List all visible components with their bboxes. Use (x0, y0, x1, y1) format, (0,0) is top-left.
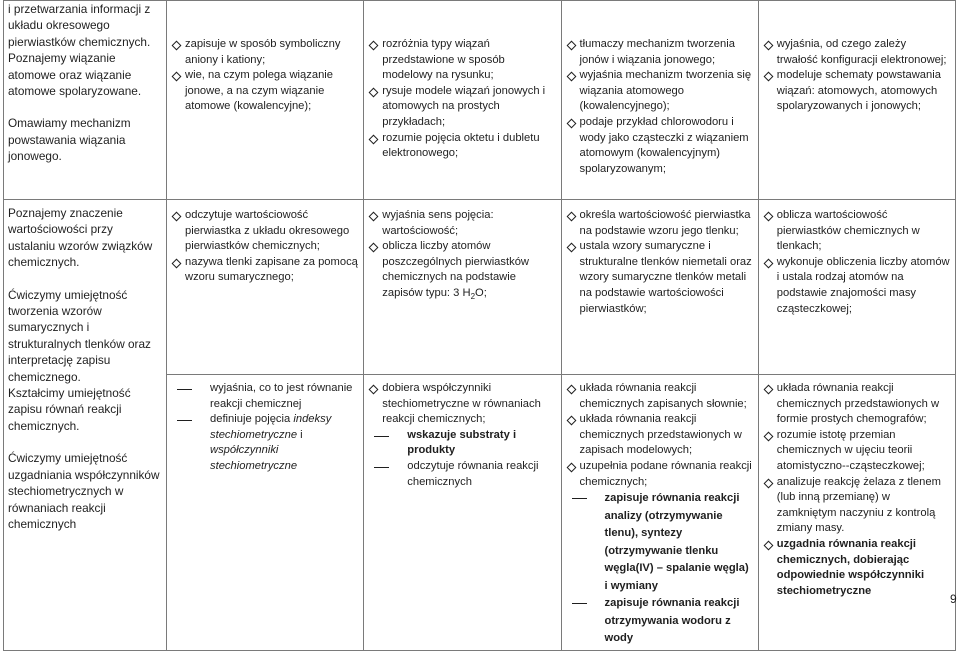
topic-text: Ćwiczymy umiejętność uzgadniania współczynników stechiometrycznych w równaniach reakcji chemicznych (8, 451, 160, 531)
requirements-cell (364, 375, 561, 651)
requirements-list (172, 208, 358, 286)
requirements-cell (561, 200, 758, 375)
requirements-cell (364, 200, 561, 375)
list-item: zapisuje w sposób symboliczny aniony i kationy; (172, 37, 358, 68)
list-item: podaje przykład chlorowodoru i wody jako cząsteczki z wiązaniem atomowym (kowalencyjnym) spolaryzowanym; (567, 115, 753, 177)
table-row (4, 1, 956, 200)
list-item: wie, na czym polega wiązanie jonowe, a na czym wiązanie atomowe (kowalencyjne); (172, 68, 358, 115)
requirements-cell (167, 200, 364, 375)
list-item: wyjaśnia sens pojęcia: wartościowość; (369, 208, 555, 239)
list-item: wskazuje substraty i produkty (369, 428, 555, 459)
requirements-cell (167, 1, 364, 200)
table-row (4, 200, 956, 375)
requirements-cell (561, 1, 758, 200)
list-item: analizuje reakcję żelaza z tlenem (lub inną przemianę) w zamkniętym naczyniu z kontrolą zmiany masy. (764, 475, 950, 537)
list-item: wyjaśnia, co to jest równanie reakcji chemicznej (172, 381, 358, 412)
list-item: ustala wzory sumaryczne i strukturalne tlenków niemetali oraz wzory sumaryczne tlenków metali na podstawie wartościowości pierwiastków; (567, 239, 753, 317)
list-item: odczytuje równania reakcji chemicznych (369, 459, 555, 490)
list-item: definiuje pojęcia indeksy stechiometryczne i współczynniki stechiometryczne (172, 412, 358, 474)
list-item: zapisuje równania reakcji otrzymywania wodoru z wody (567, 595, 753, 648)
topic-cell (4, 1, 167, 200)
list-item: tłumaczy mechanizm tworzenia jonów i wiązania jonowego; (567, 37, 753, 68)
list-item: rozróżnia typy wiązań przedstawione w sposób modelowy na rysunku; (369, 37, 555, 84)
requirements-sublist (369, 428, 555, 490)
list-item: układa równania reakcji chemicznych przedstawionych w formie prostych chemografów; (764, 381, 950, 428)
requirements-cell (561, 375, 758, 651)
list-item: rozumie istotę przemian chemicznych w ujęciu teorii atomistyczno--cząsteczkowej; (764, 428, 950, 475)
requirements-cell (758, 200, 955, 375)
topic-text: Omawiamy mechanizm powstawania wiązania jonowego. (8, 116, 131, 164)
requirements-cell (167, 375, 364, 651)
list-item: rysuje modele wiązań jonowych i atomowych na prostych przykładach; (369, 84, 555, 131)
list-item: modeluje schematy powstawania wiązań: atomowych, atomowych spolaryzowanych i jonowych; (764, 68, 950, 115)
requirements-list (369, 381, 555, 428)
list-item: wyjaśnia mechanizm tworzenia się wiązania atomowego (kowalencyjnego); (567, 68, 753, 115)
page-number: 9 (950, 592, 957, 606)
requirements-list (764, 381, 950, 599)
list-item: układa równania reakcji chemicznych zapisanych słownie; (567, 381, 753, 412)
requirements-cell (364, 1, 561, 200)
topic-text: Poznajemy wiązanie atomowe oraz wiązanie atomowe spolaryzowane. (8, 51, 142, 99)
requirements-list (764, 37, 950, 115)
requirements-list (764, 208, 950, 317)
list-item: oblicza wartościowość pierwiastków chemicznych w tlenkach; (764, 208, 950, 255)
requirements-list (567, 208, 753, 317)
requirements-list (369, 208, 555, 305)
list-item: wyjaśnia, od czego zależy trwałość konfiguracji elektronowej; (764, 37, 950, 68)
list-item: oblicza liczby atomów poszczególnych pierwiastków chemicznych na podstawie zapisów typu: 3 $H_2O$; (369, 239, 555, 305)
list-item: określa wartościowość pierwiastka na podstawie wzoru jego tlenku; (567, 208, 753, 239)
curriculum-table (3, 0, 956, 651)
topic-text: Ćwiczymy umiejętność tworzenia wzorów sumarycznych i strukturalnych tlenków oraz interpretację zapisu chemicznego. (8, 287, 151, 384)
topic-text: Poznajemy znaczenie wartościowości przy ustalaniu wzorów związków chemicznych. (8, 206, 153, 270)
list-item: dobiera współczynniki stechiometryczne w równaniach reakcji chemicznych; (369, 381, 555, 428)
requirements-list (172, 37, 358, 115)
requirements-list (172, 381, 358, 475)
requirements-list (369, 37, 555, 162)
list-item: uzupełnia podane równania reakcji chemicznych; (567, 459, 753, 490)
requirements-sublist (567, 490, 753, 648)
list-item: układa równania reakcji chemicznych przedstawionych w zapisach modelowych; (567, 412, 753, 459)
list-item: rozumie pojęcia oktetu i dubletu elektronowego; (369, 131, 555, 162)
list-item: wykonuje obliczenia liczby atomów i ustala rodzaj atomów na podstawie znajomości masy cząsteczkowej; (764, 255, 950, 317)
requirements-cell (758, 375, 955, 651)
requirements-list (567, 381, 753, 490)
topic-cell (4, 200, 167, 651)
list-item: odczytuje wartościowość pierwiastka z układu okresowego pierwiastków chemicznych; (172, 208, 358, 255)
requirements-list (567, 37, 753, 177)
list-item: zapisuje równania reakcji analizy (otrzymywanie tlenu), syntezy (otrzymywanie tlenku węgla(IV) – spalanie węgla) i wymiany (567, 490, 753, 595)
requirements-cell (758, 1, 955, 200)
list-item: nazywa tlenki zapisane za pomocą wzoru sumarycznego; (172, 255, 358, 286)
topic-text: Kształcimy umiejętność zapisu równań reakcji chemicznych. (8, 386, 131, 433)
list-item: uzgadnia równania reakcji chemicznych, dobierając odpowiednie współczynniki stechiometryczne (764, 537, 950, 599)
topic-text: i przetwarzania informacji z układu okresowego pierwiastków chemicznych. (8, 2, 151, 49)
